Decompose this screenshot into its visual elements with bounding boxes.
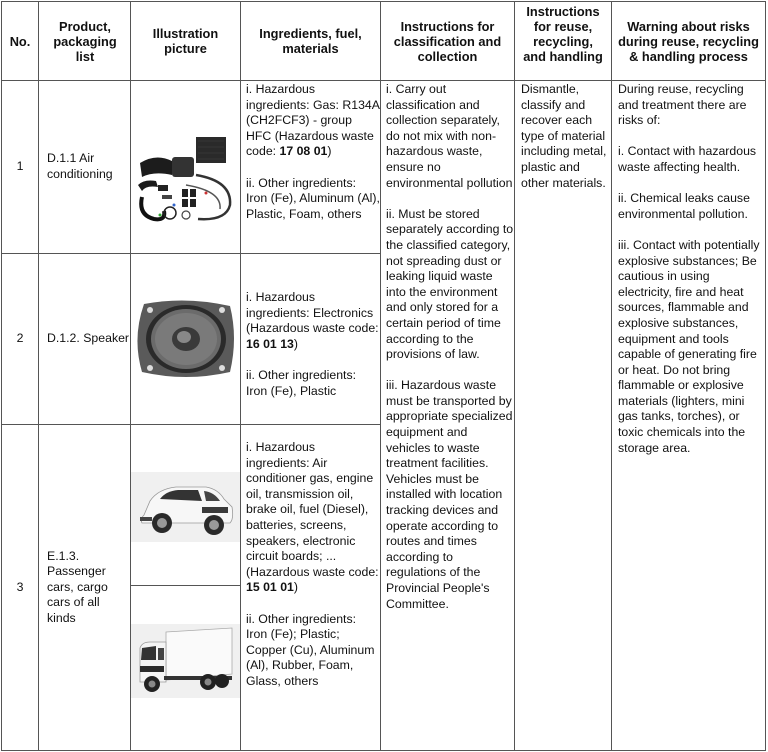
row-3-no: 3 bbox=[16, 579, 24, 594]
row-3-product: E.1.3. Passenger cars, cargo cars of all kinds bbox=[47, 548, 108, 625]
hazardous-waste-code: 17 08 01 bbox=[279, 144, 328, 159]
header-reuse: Instructions for reuse, recycling, and handling bbox=[523, 4, 603, 64]
cargo-truck-image bbox=[131, 624, 240, 698]
classification-item-3: iii. Hazardous waste must be transported by appropriate specialized equipment and vehicles to waste treatment facilities. Vehicles must be installed with location tracking devices and operate according to routes and times according to regulations of the Provincial People's Committee. bbox=[386, 378, 513, 611]
classification-item-1: i. Carry out classification and collection separately, do not mix with non-hazardous waste, ensure no environmental pollution bbox=[386, 82, 513, 190]
row-1-ingredients bbox=[246, 82, 380, 222]
header-classification: Instructions for classification and collection bbox=[393, 18, 502, 64]
header-ingredients: Ingredients, fuel, materials bbox=[259, 26, 362, 56]
other-ingredients: ii. Other ingredients: Iron (Fe); Plastic; Copper (Cu), Aluminum (Al), Rubber, Foam, Glass, others bbox=[246, 611, 375, 688]
warning-item-2: ii. Chemical leaks cause environmental pollution. bbox=[618, 191, 750, 221]
header-no: No. bbox=[9, 33, 31, 49]
row-3-ingredients bbox=[246, 440, 380, 690]
warning-item-1: i. Contact with hazardous waste affecting health. bbox=[618, 144, 757, 174]
suv-car-image bbox=[131, 472, 240, 542]
header-picture: Illustration picture bbox=[152, 26, 219, 56]
column-divider bbox=[514, 1, 515, 751]
hazardous-ingredients: i. Hazardous ingredients: Air conditioner gas, engine oil, transmission oil, brake oil, fuel (Diesel), batteries, screens, speakers, electronic circuit boards; ... (Hazardous waste code: 15 01 01) bbox=[246, 440, 379, 595]
classification-item-2: ii. Must be stored separately according to the classified category, not spreading dust or leaking liquid waste into the environment and only stored for a certain period of time according to the provisions of law. bbox=[386, 206, 514, 362]
column-divider bbox=[380, 1, 381, 751]
table-border-right bbox=[765, 1, 766, 751]
column-divider bbox=[240, 1, 241, 751]
reuse-instructions: Dismantle, classify and recover each type of material including metal, plastic and other materials. bbox=[521, 82, 607, 190]
air-conditioning-kit-image bbox=[131, 130, 240, 230]
picture-divider bbox=[130, 585, 241, 586]
table-border-bottom bbox=[1, 750, 766, 751]
hazardous-waste-code: 16 01 13 bbox=[246, 336, 294, 351]
row-2-no: 2 bbox=[16, 331, 24, 346]
other-ingredients: ii. Other ingredients: Iron (Fe), Aluminum (Al), Plastic, Foam, others bbox=[246, 175, 380, 221]
row-2-product: D.1.2. Speaker bbox=[47, 331, 130, 346]
hazardous-ingredients: i. Hazardous ingredients: Gas: R134A (CH2FCF3) - group HFC (Hazardous waste code: 17 08 01) bbox=[246, 82, 380, 159]
header-product: Product, packaging list bbox=[53, 18, 117, 64]
hazardous-ingredients: i. Hazardous ingredients: Electronics (Hazardous waste code: 16 01 13) bbox=[246, 290, 379, 351]
speaker-image bbox=[131, 254, 240, 424]
warning-intro: During reuse, recycling and treatment there are risks of: bbox=[618, 82, 747, 128]
column-divider bbox=[611, 1, 612, 751]
hazardous-waste-code: 15 01 01 bbox=[246, 580, 294, 595]
other-ingredients: ii. Other ingredients: Iron (Fe), Plastic bbox=[246, 367, 357, 398]
row-1-no: 1 bbox=[16, 159, 24, 174]
classification-instructions bbox=[386, 82, 514, 612]
row-1-product: D.1.1 Air conditioning bbox=[47, 151, 113, 181]
risk-warning bbox=[618, 82, 764, 456]
header-warning: Warning about risks during reuse, recycling & handling process bbox=[618, 18, 759, 64]
row-2-ingredients bbox=[246, 290, 380, 399]
warning-item-3: iii. Contact with potentially explosive substances; Be cautious in using electricity, fire and heat sources, flammable and explosive substances, equipment and tools capable of generating fire or heat. Do not bring flammable or explosive materials (lighters, mini gas tanks, torches), or toxic chemicals into the storage area. bbox=[618, 237, 760, 455]
